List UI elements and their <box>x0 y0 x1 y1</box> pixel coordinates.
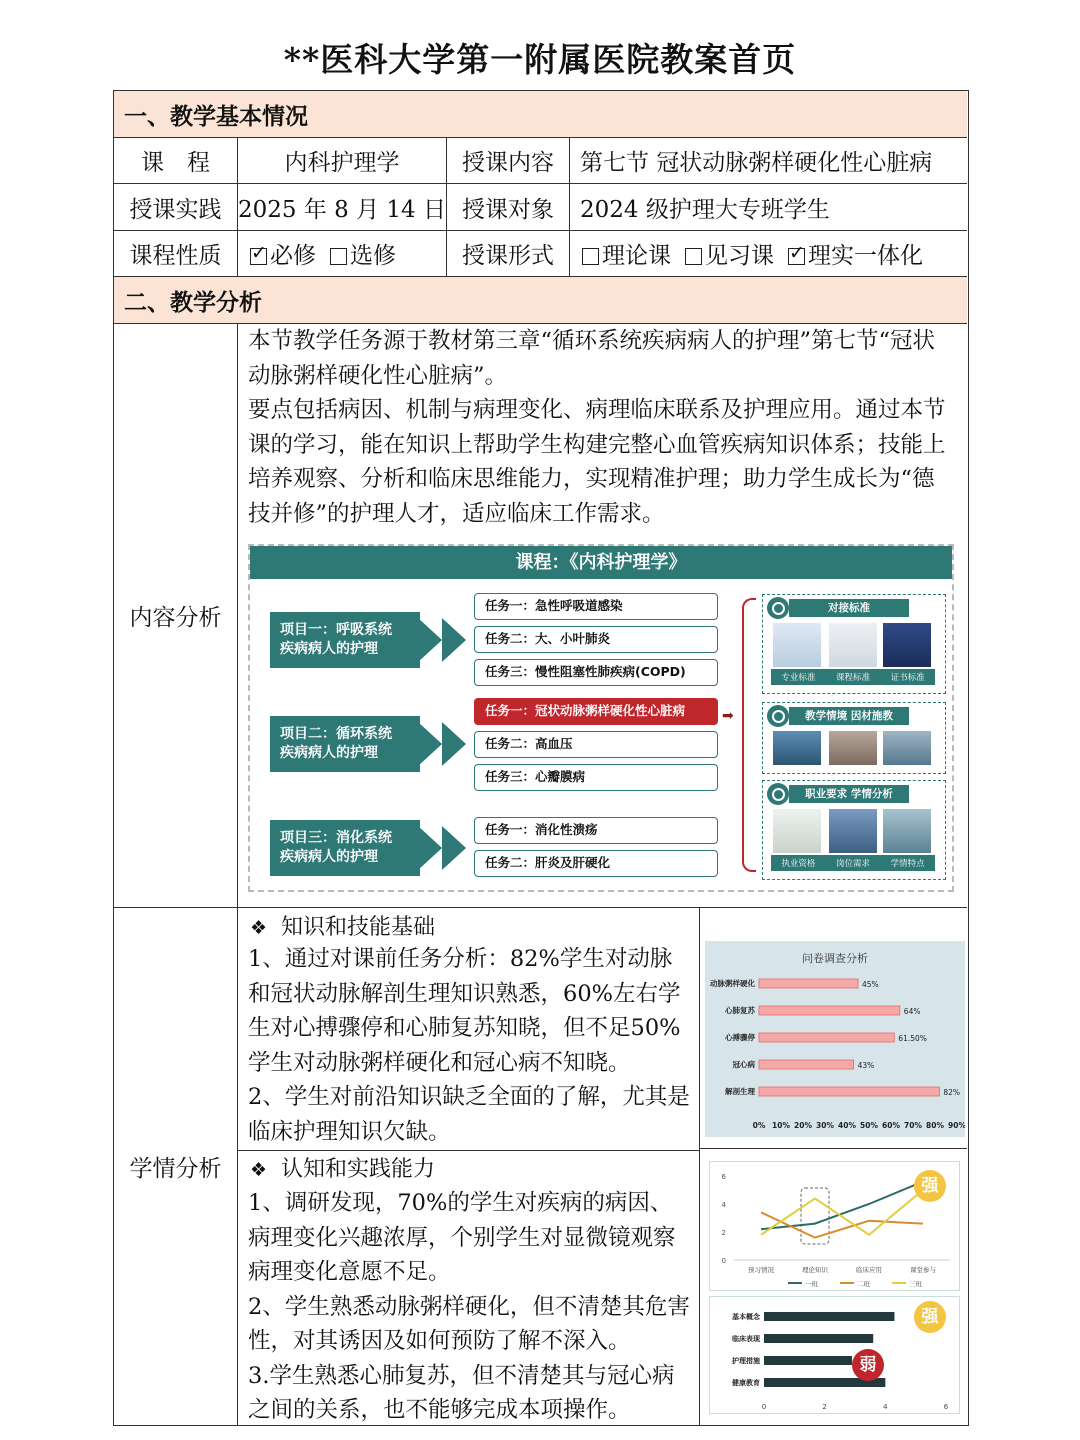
data-label: 45% <box>862 980 879 989</box>
label-student-analysis: 学情分析 <box>129 1155 222 1182</box>
survey-bar-chart <box>705 941 965 1137</box>
x-category-label: 理论知识 <box>802 1266 828 1274</box>
arrow-icon <box>418 722 442 766</box>
x-tick-label: 2 <box>822 1403 827 1411</box>
strong-badge: 强 <box>914 1170 946 1202</box>
x-tick-label: 4 <box>883 1403 888 1411</box>
arrow-icon <box>418 826 442 870</box>
y-tick-label: 4 <box>721 1201 726 1209</box>
content-analysis-text <box>248 324 952 531</box>
knowledge-heading: ❖ 知识和技能基础 <box>250 915 436 940</box>
x-tick-label: 80% <box>926 1121 944 1130</box>
chart-title: 问卷调查分析 <box>802 952 868 965</box>
section-2-header: 二、教学分析 <box>114 277 967 323</box>
x-tick-label: 60% <box>882 1121 900 1130</box>
task-box: 任务二：肝炎及肝硬化 <box>474 850 718 877</box>
cognition-paragraph: 1、调研发现，70%的学生对疾病的病因、病理变化兴趣浓厚，个别学生对显微镜观察病理变化意愿不足。 <box>248 1190 676 1285</box>
x-tick-label: 30% <box>816 1121 834 1130</box>
label-lesson-date: 授课实践 <box>129 196 222 223</box>
option-integrated[interactable]: ✓ 理实一体化 <box>788 237 923 270</box>
photo-thumbnail <box>883 731 931 765</box>
x-category-label: 预习情况 <box>748 1266 774 1274</box>
legend-label: 二班 <box>857 1280 870 1288</box>
legend-label: 一班 <box>805 1280 818 1288</box>
project-3-box: 项目三：消化系统 疾病病人的护理 <box>270 820 420 876</box>
arrow-icon <box>442 722 466 766</box>
task-box: 任务三：慢性阻塞性肺疾病(COPD) <box>474 659 718 686</box>
y-category-label: 心肺复苏 <box>725 1006 755 1015</box>
knowledge-text <box>248 942 692 1149</box>
cognition-paragraph: 2、学生熟悉动脉粥样硬化，但不清楚其危害性，对其诱因及如何预防了解不深入。 <box>248 1293 690 1354</box>
arrow-icon <box>442 826 466 870</box>
photo-thumbnail <box>883 809 931 853</box>
label-teaching-form: 授课形式 <box>462 243 554 269</box>
bracket-icon <box>742 598 756 872</box>
y-category-label: 动脉粥样硬化 <box>710 979 755 988</box>
y-category-label: 护理措施 <box>732 1357 760 1365</box>
document-thumbnail <box>773 809 821 853</box>
x-tick-label: 6 <box>943 1403 949 1411</box>
teaching-scene-box <box>762 702 946 774</box>
data-label: 61.50% <box>898 1034 927 1043</box>
option-elective[interactable]: 选修 <box>330 237 396 270</box>
x-tick-label: 0% <box>752 1121 766 1130</box>
option-practicum[interactable]: 见习课 <box>685 237 774 270</box>
legend-label: 三班 <box>909 1280 922 1288</box>
label-content-analysis: 内容分析 <box>129 604 222 631</box>
x-tick-label: 0 <box>761 1403 767 1411</box>
strong-badge: 强 <box>914 1301 946 1333</box>
bar <box>764 1334 873 1343</box>
document-thumbnail <box>829 623 877 667</box>
teaching-form-options <box>582 231 967 276</box>
x-tick-label: 50% <box>860 1121 878 1130</box>
checkbox-empty-icon <box>330 248 347 265</box>
document-thumbnail <box>773 623 821 667</box>
option-theory[interactable]: 理论课 <box>582 237 671 270</box>
y-tick-label: 0 <box>721 1257 726 1265</box>
weak-badge: 弱 <box>852 1349 884 1381</box>
cognition-heading: ❖ 认知和实践能力 <box>250 1157 436 1182</box>
task-box: 任务一：消化性溃疡 <box>474 817 718 844</box>
arrow-icon <box>442 618 466 662</box>
y-category-label: 解剖生理 <box>725 1087 755 1096</box>
box-labels: 执业资格 岗位需求 学情特点 <box>771 855 935 871</box>
content-paragraph: 要点包括病因、机制与病理变化、病理临床联系及护理应用。通过本节课的学习，能在知识上帮助学生构建完整心血管疾病知识体系；技能上培养观察、分析和临床思维能力，实现精准护理；助力学生成长为“德技并修”的护理人才，适应临床工作需求。 <box>248 397 946 527</box>
checkbox-checked-icon <box>788 248 805 265</box>
x-category-label: 课堂参与 <box>910 1266 936 1274</box>
option-required[interactable]: ✓ 必修 <box>250 237 316 270</box>
cognition-paragraph: 3.学生熟悉心肺复苏，但不清楚其与冠心病之间的关系，也不能够完成本项操作。 <box>248 1362 675 1423</box>
knowledge-paragraph: 2、学生对前沿知识缺乏全面的了解，尤其是临床护理知识欠缺。 <box>248 1084 690 1145</box>
value-lesson-date: 2025 年 8 月 14 日 <box>238 196 446 223</box>
photo-thumbnail <box>773 731 821 765</box>
project-2-box: 项目二：循环系统 疾病病人的护理 <box>270 716 420 772</box>
bar <box>759 1060 854 1069</box>
x-category-label: 临床应用 <box>856 1266 882 1274</box>
bar <box>759 1087 939 1096</box>
standards-box <box>762 594 946 694</box>
red-arrow-icon: ➡ <box>722 708 734 724</box>
data-label: 82% <box>943 1088 961 1097</box>
x-tick-label: 90% <box>948 1121 965 1130</box>
arrow-icon <box>418 618 442 662</box>
course-structure-infographic <box>248 544 954 892</box>
survey-chart-svg <box>705 941 965 1137</box>
diamond-bullet-icon: ❖ <box>250 1159 268 1181</box>
x-tick-label: 10% <box>772 1121 790 1130</box>
series-line <box>761 1190 923 1235</box>
x-tick-label: 70% <box>904 1121 922 1130</box>
data-label: 64% <box>903 1007 921 1016</box>
diamond-bullet-icon: ❖ <box>250 917 268 939</box>
box-labels: 专业标准 课程标准 证书标准 <box>771 669 935 685</box>
course-nature-options <box>250 231 446 276</box>
class-line-chart <box>709 1161 960 1291</box>
photo-thumbnail <box>829 809 877 853</box>
task-box-highlighted: 任务一：冠状动脉粥样硬化性心脏病 <box>474 698 718 725</box>
label-course-nature: 课程性质 <box>129 243 222 269</box>
checkbox-checked-icon <box>250 248 267 265</box>
y-category-label: 基本概念 <box>732 1313 760 1321</box>
topic-bar-chart <box>709 1296 960 1414</box>
career-requirements-box <box>762 780 946 880</box>
certificate-thumbnail <box>883 623 931 667</box>
bar <box>764 1312 894 1321</box>
knowledge-paragraph: 1、通过对课前任务分析：82%学生对动脉和冠状动脉解剖生理知识熟悉，60%左右学生对心搏骤停和心肺复苏知晓，但不足50%学生对动脉粥样硬化和冠心病不知晓。 <box>248 946 681 1076</box>
value-audience: 2024 级护理大专班学生 <box>580 196 830 223</box>
y-category-label: 临床表现 <box>732 1335 760 1343</box>
label-course: 课 程 <box>141 150 210 176</box>
target-icon <box>767 705 789 727</box>
box-tag: 对接标准 <box>789 599 909 617</box>
cognition-text <box>248 1186 692 1428</box>
task-box: 任务三：心瓣膜病 <box>474 764 718 791</box>
content-paragraph: 本节教学任务源于教材第三章“循环系统疾病病人的护理”第七节“冠状动脉粥样硬化性心脏病”。 <box>248 328 936 389</box>
infographic-header: 课程：《内科护理学》 <box>250 546 952 579</box>
y-category-label: 健康教育 <box>732 1379 760 1387</box>
project-1-box: 项目一：呼吸系统 疾病病人的护理 <box>270 612 420 668</box>
task-box: 任务二：高血压 <box>474 731 718 758</box>
bar <box>759 1033 894 1042</box>
target-icon <box>767 597 789 619</box>
task-box: 任务一：急性呼吸道感染 <box>474 593 718 620</box>
bar <box>759 979 858 988</box>
label-lesson-content: 授课内容 <box>462 150 554 176</box>
data-label: 43% <box>857 1061 875 1070</box>
x-tick-label: 40% <box>838 1121 856 1130</box>
value-course: 内科护理学 <box>284 150 400 176</box>
checkbox-empty-icon <box>582 248 599 265</box>
value-lesson-content: 第七节 冠状动脉粥样硬化性心脏病 <box>580 150 933 176</box>
box-tag: 教学情境 因材施教 <box>789 707 909 725</box>
y-category-label: 心搏骤停 <box>725 1033 755 1042</box>
photo-thumbnail <box>829 731 877 765</box>
highlight-box <box>801 1188 829 1244</box>
page-title: **医科大学第一附属医院教案首页 <box>283 40 797 79</box>
x-tick-label: 20% <box>794 1121 812 1130</box>
y-tick-label: 6 <box>721 1173 726 1181</box>
task-box: 任务二：大、小叶肺炎 <box>474 626 718 653</box>
target-icon <box>767 783 789 805</box>
label-audience: 授课对象 <box>462 196 554 223</box>
bar <box>759 1006 900 1015</box>
box-tag: 职业要求 学情分析 <box>789 785 909 803</box>
y-tick-label: 2 <box>721 1229 726 1237</box>
section-1-header: 一、教学基本情况 <box>114 91 967 137</box>
y-category-label: 冠心病 <box>732 1060 755 1069</box>
checkbox-empty-icon <box>685 248 702 265</box>
bar <box>764 1356 852 1365</box>
